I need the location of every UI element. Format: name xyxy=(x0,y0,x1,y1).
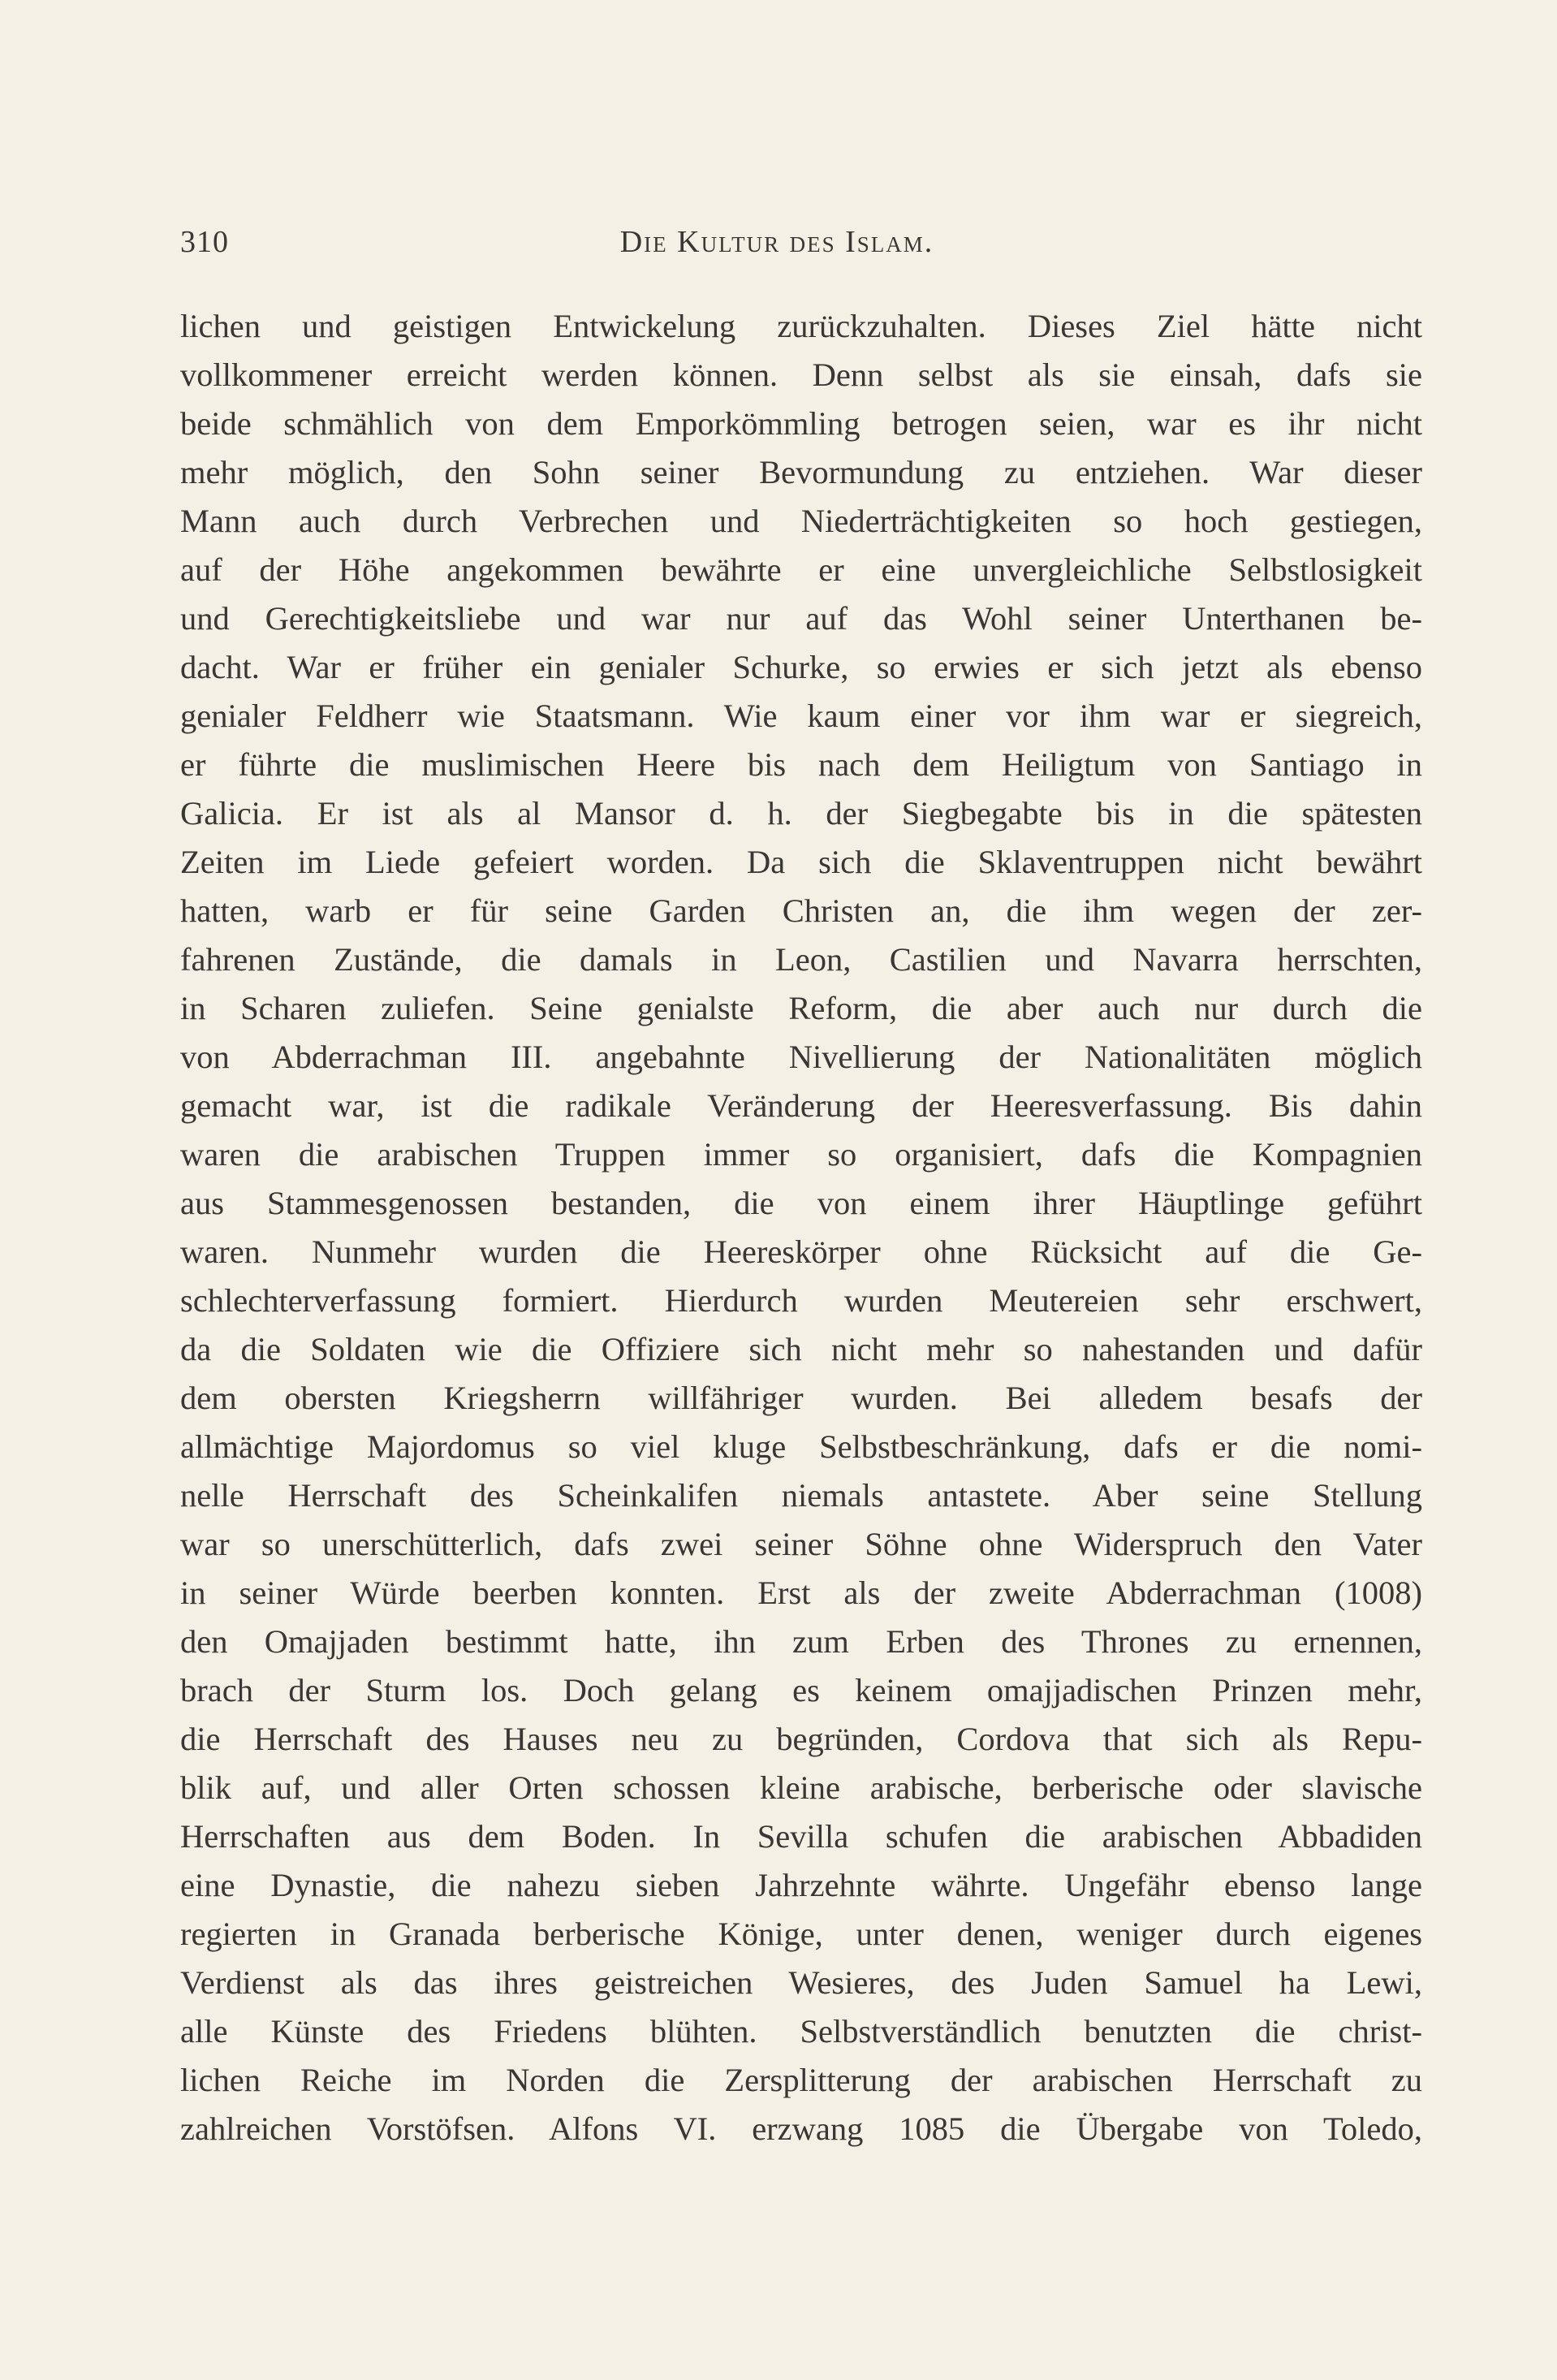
text-line: Zeiten im Liede gefeiert worden. Da sich die Sklaventruppen nicht bewährt xyxy=(180,844,1422,880)
text-line: vollkommener erreicht werden können. Denn selbst als sie einsah, dafs sie xyxy=(180,356,1422,393)
text-line: Verdienst als das ihres geistreichen Wesieres, des Juden Samuel ha Lewi, xyxy=(180,1964,1422,2001)
text-line: alle Künste des Friedens blühten. Selbstverständlich benutzten die christ- xyxy=(180,2013,1422,2050)
text-line: eine Dynastie, die nahezu sieben Jahrzehnte währte. Ungefähr ebenso lange xyxy=(180,1867,1422,1903)
text-line: genialer Feldherr wie Staatsmann. Wie kaum einer vor ihm war er siegreich, xyxy=(180,698,1422,734)
text-line: Galicia. Er ist als al Mansor d. h. der Siegbegabte bis in die spätesten xyxy=(180,795,1422,831)
text-line: von Abderrachman III. angebahnte Nivellierung der Nationalitäten möglich xyxy=(180,1039,1422,1075)
text-line: regierten in Granada berberische Könige, unter denen, weniger durch eigenes xyxy=(180,1916,1422,1952)
page-number: 310 xyxy=(180,225,229,259)
text-line: er führte die muslimischen Heere bis nach dem Heiligtum von Santiago in xyxy=(180,746,1422,783)
text-line: blik auf, und aller Orten schossen kleine arabische, berberische oder slavische xyxy=(180,1769,1422,1806)
text-line: die Herrschaft des Hauses neu zu begründen, Cordova that sich als Repu- xyxy=(180,1721,1422,1757)
text-line: lichen und geistigen Entwickelung zurückzuhalten. Dieses Ziel hätte nicht xyxy=(180,308,1422,344)
body-text xyxy=(180,302,1422,2153)
text-line: mehr möglich, den Sohn seiner Bevormundung zu entziehen. War dieser xyxy=(180,454,1422,490)
text-line: in Scharen zuliefen. Seine genialste Reform, die aber auch nur durch die xyxy=(180,990,1422,1026)
text-line: und Gerechtigkeitsliebe und war nur auf das Wohl seiner Unterthanen be- xyxy=(180,600,1422,637)
text-line: da die Soldaten wie die Offiziere sich nicht mehr so nahestanden und dafür xyxy=(180,1331,1422,1367)
text-line: schlechterverfassung formiert. Hierdurch wurden Meutereien sehr erschwert, xyxy=(180,1282,1422,1319)
text-line: nelle Herrschaft des Scheinkalifen niemals antastete. Aber seine Stellung xyxy=(180,1477,1422,1514)
text-line: fahrenen Zustände, die damals in Leon, Castilien und Navarra herrschten, xyxy=(180,941,1422,978)
text-line: dem obersten Kriegsherrn willfähriger wurden. Bei alledem besafs der xyxy=(180,1380,1422,1416)
text-line: brach der Sturm los. Doch gelang es keinem omajjadischen Prinzen mehr, xyxy=(180,1672,1422,1708)
text-line: war so unerschütterlich, dafs zwei seiner Söhne ohne Widerspruch den Vater xyxy=(180,1526,1422,1562)
text-line: gemacht war, ist die radikale Veränderung der Heeresverfassung. Bis dahin xyxy=(180,1087,1422,1124)
text-line: lichen Reiche im Norden die Zersplitterung der arabischen Herrschaft zu xyxy=(180,2062,1422,2098)
text-line: hatten, warb er für seine Garden Christen an, die ihm wegen der zer- xyxy=(180,892,1422,929)
text-line: zahlreichen Vorstöfsen. Alfons VI. erzwang 1085 die Übergabe von Toledo, xyxy=(180,2110,1422,2147)
text-line: Herrschaften aus dem Boden. In Sevilla schufen die arabischen Abbadiden xyxy=(180,1818,1422,1855)
text-line: in seiner Würde beerben konnten. Erst als der zweite Abderrachman (1008) xyxy=(180,1574,1422,1611)
running-head xyxy=(180,224,1422,265)
text-line: aus Stammesgenossen bestanden, die von einem ihrer Häuptlinge geführt xyxy=(180,1185,1422,1221)
text-line: beide schmählich von dem Emporkömmling betrogen seien, war es ihr nicht xyxy=(180,405,1422,442)
running-title: Die Kultur des Islam. xyxy=(619,225,934,259)
text-line: den Omajjaden bestimmt hatte, ihn zum Erben des Thrones zu ernennen, xyxy=(180,1623,1422,1660)
text-line: auf der Höhe angekommen bewährte er eine unvergleichliche Selbstlosigkeit xyxy=(180,551,1422,588)
text-line: waren die arabischen Truppen immer so organisiert, dafs die Kompagnien xyxy=(180,1136,1422,1173)
text-line: Mann auch durch Verbrechen und Niederträchtigkeiten so hoch gestiegen, xyxy=(180,503,1422,539)
text-line: dacht. War er früher ein genialer Schurke, so erwies er sich jetzt als ebenso xyxy=(180,649,1422,685)
text-line: allmächtige Majordomus so viel kluge Selbstbeschränkung, dafs er die nomi- xyxy=(180,1428,1422,1465)
text-line: waren. Nunmehr wurden die Heereskörper ohne Rücksicht auf die Ge- xyxy=(180,1233,1422,1270)
